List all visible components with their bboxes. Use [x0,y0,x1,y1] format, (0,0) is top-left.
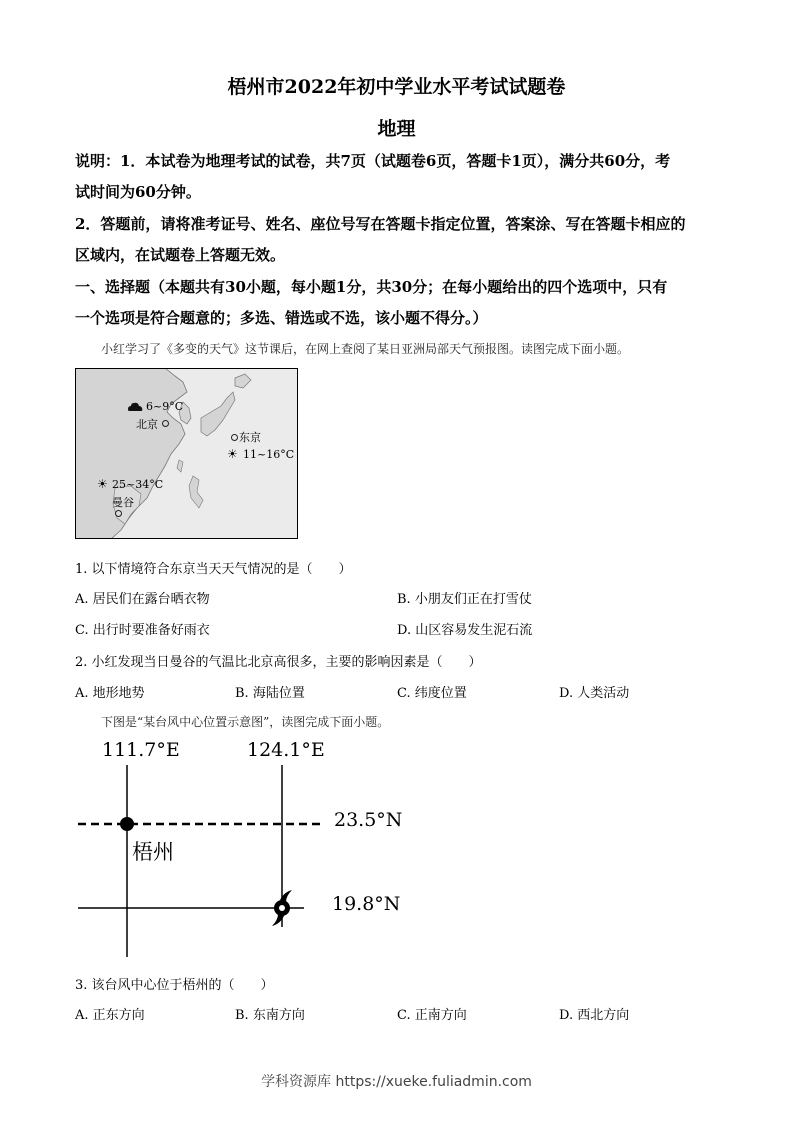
option-a[interactable]: A. 正东方向 [75,1008,145,1023]
section-heading: 一、选择题（本题共有30小题，每小题1分，共30分；在每小题给出的四个选项中，只有 [75,278,668,296]
typhoon-diagram [70,735,410,960]
latitude-label: 19.8°N [332,893,401,915]
option-b[interactable]: B. 海陆位置 [235,686,305,701]
option-c[interactable]: C. 出行时要准备好雨衣 [75,623,210,638]
question-stem: 1. 以下情境符合东京当天天气情况的是（ ） [75,562,352,577]
option-b[interactable]: B. 东南方向 [235,1008,305,1023]
instruction-line: 说明：1．本试卷为地理考试的试卷，共7页（试题卷6页，答题卡1页），满分共60分，考 [75,152,671,170]
option-a[interactable]: A. 地形地势 [75,686,145,701]
beijing-dot [162,420,169,427]
longitude-label: 124.1°E [247,739,325,761]
option-c[interactable]: C. 正南方向 [397,1008,467,1023]
wuzhou-point [120,817,134,831]
instruction-line: 试时间为60分钟。 [75,183,201,201]
instruction-line: 2．答题前，请将准考证号、姓名、座位号写在答题卡指定位置，答案涂、写在答题卡相应的 [75,215,686,233]
sun-icon: ☀ [227,447,238,461]
option-c[interactable]: C. 纬度位置 [397,686,467,701]
material-intro: 小红学习了《多变的天气》这节课后，在网上查阅了某日亚洲局部天气预报图。读图完成下面小题。 [101,342,630,356]
question-stem: 2. 小红发现当日曼谷的气温比北京高很多，主要的影响因素是（ ） [75,655,482,670]
instruction-line: 区域内，在试题卷上答题无效。 [75,246,286,264]
beijing-label: 北京 [136,418,158,431]
tokyo-temp: 11~16°C [243,448,295,461]
option-b[interactable]: B. 小朋友们正在打雪仗 [397,592,532,607]
subject-title: 地理 [377,118,416,140]
option-d[interactable]: D. 人类活动 [559,686,630,701]
weather-map [75,368,298,539]
material-intro: 下图是“某台风中心位置示意图”，读图完成下面小题。 [101,715,390,729]
bangkok-temp: 25~34°C [112,478,164,491]
page-title: 梧州市2022年初中学业水平考试试题卷 [227,76,566,98]
bangkok-label: 曼谷 [112,496,134,509]
option-a[interactable]: A. 居民们在露台晒衣物 [75,592,210,607]
city-label: 梧州 [132,840,174,864]
question-stem: 3. 该台风中心位于梧州的（ ） [75,978,274,993]
bangkok-dot [115,510,122,517]
cloud-icon [127,400,143,412]
option-d[interactable]: D. 西北方向 [559,1008,630,1023]
section-heading: 一个选项是符合题意的；多选、错选或不选，该小题不得分。） [75,309,488,327]
beijing-temp: 6~9°C [146,400,184,413]
sun-icon: ☀ [97,477,108,491]
footer-watermark: 学科资源库 https://xueke.fuliadmin.com [261,1074,532,1090]
latitude-label: 23.5°N [334,809,403,831]
option-d[interactable]: D. 山区容易发生泥石流 [397,623,533,638]
tokyo-label: 东京 [239,431,261,444]
longitude-label: 111.7°E [102,739,180,761]
tokyo-dot [231,434,238,441]
